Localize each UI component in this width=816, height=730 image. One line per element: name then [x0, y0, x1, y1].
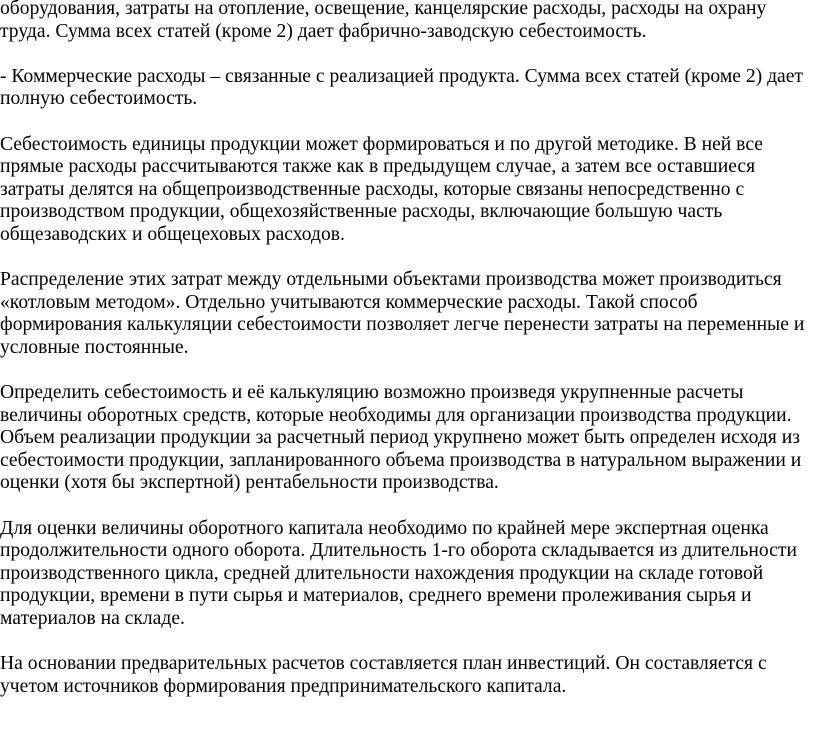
text-line: оценки (хотя бы экспертной) рентабельности производства. [0, 472, 499, 494]
text-line: «котловым методом». Отдельно учитываются коммерческие расходы. Такой способ [0, 291, 698, 313]
text-line: Объем реализации продукции за расчетный период укрупнено может быть определен исходя из [0, 427, 800, 449]
paragraph-cost-distribution [0, 269, 816, 359]
text-line: затраты делятся на общепроизводственные расходы, которые связаны непосредственно с [0, 178, 745, 200]
text-line: продолжительности одного оборота. Длительность 1-го оборота складывается из длительности [0, 540, 797, 562]
text-line: Себестоимость единицы продукции может формироваться и по другой методике. В ней все [0, 133, 763, 155]
text-line: Определить себестоимость и её калькуляцию возможно произведя укрупненные расчеты [0, 382, 744, 404]
paragraph-commercial-costs [0, 66, 816, 111]
text-line: производством продукции, общехозяйственные расходы, включающие большую часть [0, 201, 723, 223]
paragraph-costs-factory [0, 0, 816, 43]
text-line: полную себестоимость. [0, 88, 198, 110]
text-line: формирования калькуляции себестоимости позволяет легче перенести затраты на переменные и [0, 314, 805, 336]
text-line: себестоимости продукции, запланированного объема производства в натуральном выражении и [0, 449, 802, 471]
paragraph-cost-calculation [0, 382, 816, 495]
text-line: оборудования, затраты на отопление, освещение, канцелярские расходы, расходы на охрану [0, 0, 767, 19]
text-line: общезаводских и общецеховых расходов. [0, 223, 345, 245]
text-line: прямые расходы рассчитываются также как в предыдущем случае, а затем все оставшиеся [0, 156, 756, 178]
text-line: Для оценки величины оборотного капитала необходимо по крайней мере экспертная оценка [0, 517, 769, 539]
text-line: материалов на складе. [0, 608, 185, 630]
paragraph-working-capital [0, 518, 816, 631]
text-line: учетом источников формирования предпринимательского капитала. [0, 675, 567, 697]
text-line: продукции, времени в пути сырья и материалов, среднего времени пролеживания сырья и [0, 585, 752, 607]
text-line: труда. Сумма всех статей (кроме 2) дает фабрично-заводскую себестоимость. [0, 20, 647, 42]
text-line: На основании предварительных расчетов составляется план инвестиций. Он составляется с [0, 653, 767, 675]
paragraph-unit-cost-method [0, 134, 816, 247]
paragraph-investment-plan [0, 653, 816, 698]
text-line: производственного цикла, средней длительности нахождения продукции на складе готовой [0, 562, 764, 584]
text-line: - Коммерческие расходы – связанные с реализацией продукта. Сумма всех статей (кроме 2) дает [0, 65, 803, 87]
text-line: условные постоянные. [0, 336, 189, 358]
text-line: величины оборотных средств, которые необходимы для организации производства продукции. [0, 404, 792, 426]
text-line: Распределение этих затрат между отдельными объектами производства может производиться [0, 269, 782, 291]
